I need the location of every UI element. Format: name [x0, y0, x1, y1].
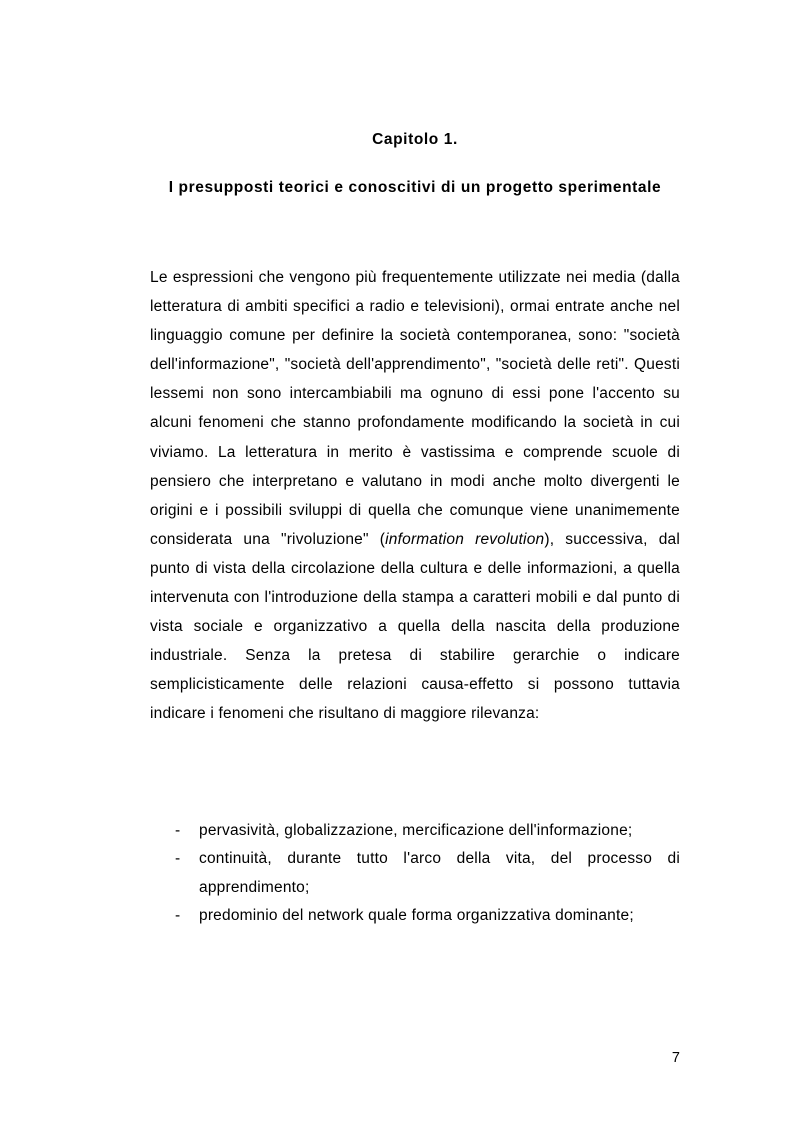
dash-marker-icon: - [175, 850, 181, 868]
phenomena-list [150, 817, 680, 930]
list-item-text: pervasività, globalizzazione, mercificazione dell'informazione; [199, 822, 633, 839]
paragraph-text-part-1: Le espressioni che vengono più frequentemente utilizzate nei media (dalla letteratura di ambiti specifici a radio e televisioni), ormai entrate anche nel linguaggio comune per definire la società contemporanea, sono: "società dell'informazione", "società dell'apprendimento", "società delle reti". Questi lessemi non sono intercambiabili ma ognuno di essi pone l'accento su alcuni fenomeni che stanno profondamente modificando la società in cui viviamo. La letteratura in merito è vastissima e comprende scuole di pensiero che interpretano e valutano in modi anche molto divergenti le origini e i possibili sviluppi di quella che comunque viene unanimemente considerata una "rivoluzione" ( [150, 269, 680, 548]
paragraph-text-part-2: ), successiva, dal punto di vista della circolazione della cultura e delle informazioni, a quella intervenuta con l'introduzione della stampa a caratteri mobili e dal punto di vista sociale e organizzativo a quella della nascita della produzione industriale. Senza la pretesa di stabilire gerarchie o indicare semplicisticamente delle relazioni causa-effetto si possono tuttavia indicare i fenomeni che risultano di maggiore rilevanza: [150, 530, 681, 723]
list-item-text: predominio del network quale forma organizzativa dominante; [199, 906, 634, 924]
list-item [150, 817, 680, 845]
list-item-text: continuità, durante tutto l'arco della vita, del processo di apprendimento; [199, 850, 680, 896]
body-paragraph [150, 263, 680, 729]
chapter-title: I presupposti teorici e conoscitivi di un progetto sperimentale [168, 179, 662, 196]
dash-marker-icon: - [175, 906, 181, 924]
dash-marker-icon: - [175, 822, 181, 839]
list-item [150, 845, 680, 902]
italic-term: information revolution [385, 530, 545, 548]
page-number: 7 [671, 1050, 680, 1066]
list-item [150, 902, 680, 930]
chapter-number: Capitolo 1. [372, 131, 458, 148]
